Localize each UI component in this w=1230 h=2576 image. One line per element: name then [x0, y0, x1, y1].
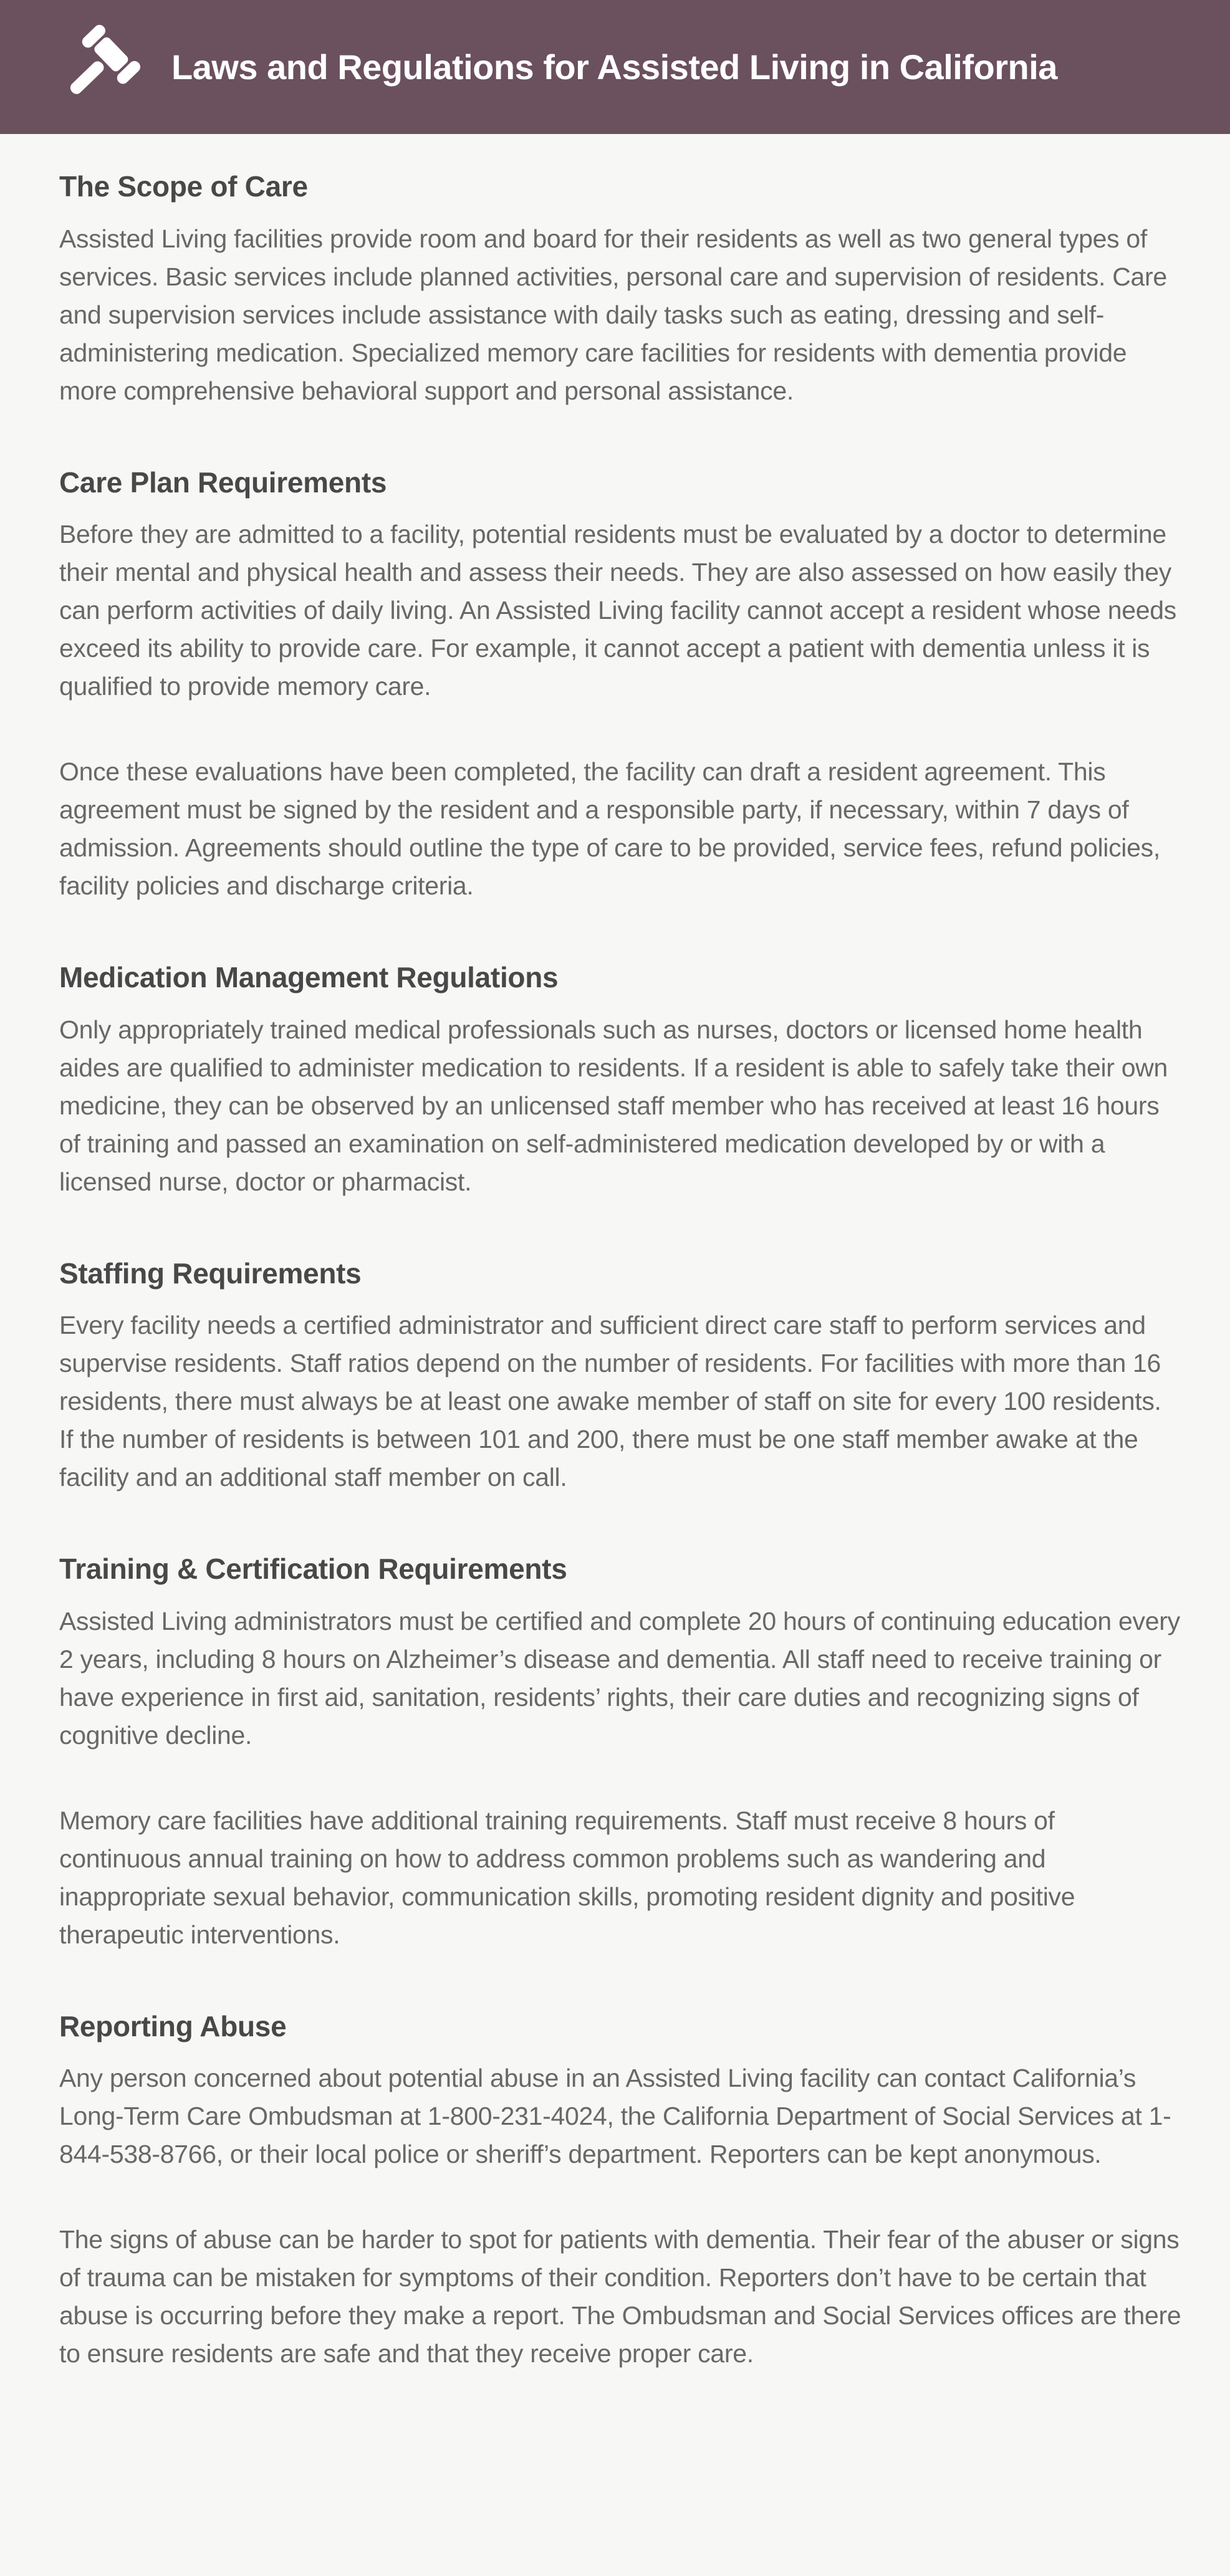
paragraph: Assisted Living administrators must be certified and complete 20 hours of continuing education every 2 years, including 8 hours on Alzheimer’s disease and dementia. All staff need to receive training or have experience in first aid, sanitation, residents’ rights, their care duties and recognizing signs of cognitive decline.: [59, 1606, 1180, 1750]
page-title: Laws and Regulations for Assisted Living in California: [171, 47, 1057, 87]
paragraph: Any person concerned about potential abuse in an Assisted Living facility can contact California’s Long-Term Care Ombudsman at 1-800-231-4024, the California Department of Social Services at 1-844-538-8766, or their local police or sheriff’s department. Reporters can be kept anonymous.: [59, 2064, 1171, 2168]
content-section: [59, 169, 1181, 410]
content-section: [59, 1256, 1181, 1497]
paragraph: Assisted Living facilities provide room and board for their residents as well as two general types of services. Basic services include planned activities, personal care and supervision of residents. Care and supervision services include assistance with daily tasks such as eating, dressing and self-administering medication. Specialized memory care facilities for residents with dementia provide more comprehensive behavioral support and personal assistance.: [59, 224, 1167, 405]
paragraph: Every facility needs a certified administrator and sufficient direct care staff to perform services and supervise residents. Staff ratios depend on the number of residents. For facilities with more than 16 residents, there must always be at least one awake member of staff on site for every 100 residents. If the number of residents is between 101 and 200, there must be one staff member awake at the facility and an additional staff member on call.: [59, 1311, 1161, 1491]
content: [0, 134, 1230, 2416]
paragraph: Memory care facilities have additional training requirements. Staff must receive 8 hours of continuous annual training on how to address common problems such as wandering and inappropriate sexual behavior, communication skills, promoting resident dignity and positive therapeutic interventions.: [59, 1806, 1075, 1949]
content-section: [59, 2009, 1181, 2373]
paragraph: Only appropriately trained medical professionals such as nurses, doctors or licensed home health aides are qualified to administer medication to residents. If a resident is able to safely take their own medicine, they can be observed by an unlicensed staff member who has received at least 16 hours of training and passed an examination on self-administered medication developed by or with a licensed nurse, doctor or pharmacist.: [59, 1015, 1168, 1196]
section-heading: Care Plan Requirements: [59, 466, 387, 499]
section-heading: Reporting Abuse: [59, 2009, 287, 2042]
paragraph: Before they are admitted to a facility, potential residents must be evaluated by a doctor to determine their mental and physical health and assess their needs. They are also assessed on how easily they can perform activities of daily living. An Assisted Living facility cannot accept a resident whose needs exceed its ability to provide care. For example, it cannot accept a patient with dementia unless it is qualified to provide memory care.: [59, 520, 1176, 701]
paragraph: The signs of abuse can be harder to spot for patients with dementia. Their fear of the abuser or signs of trauma can be mistaken for symptoms of their condition. Reporters don’t have to be certain that abuse is occurring before they make a report. The Ombudsman and Social Services offices are there to ensure residents are safe and that they receive proper care.: [59, 2225, 1181, 2368]
content-section: [59, 465, 1181, 906]
page-header: [0, 0, 1230, 134]
section-heading: Medication Management Regulations: [59, 961, 559, 994]
paragraph: Once these evaluations have been completed, the facility can draft a resident agreement. This agreement must be signed by the resident and a responsible party, if necessary, within 7 days of admission. Agreements should outline the type of care to be provided, service fees, refund policies, facility policies and discharge criteria.: [59, 757, 1160, 900]
section-heading: The Scope of Care: [59, 170, 308, 203]
section-heading: Staffing Requirements: [59, 1257, 362, 1290]
gavel-icon: [59, 21, 145, 114]
content-section: [59, 960, 1181, 1201]
section-heading: Training & Certification Requirements: [59, 1553, 567, 1585]
content-section: [59, 1551, 1181, 1954]
